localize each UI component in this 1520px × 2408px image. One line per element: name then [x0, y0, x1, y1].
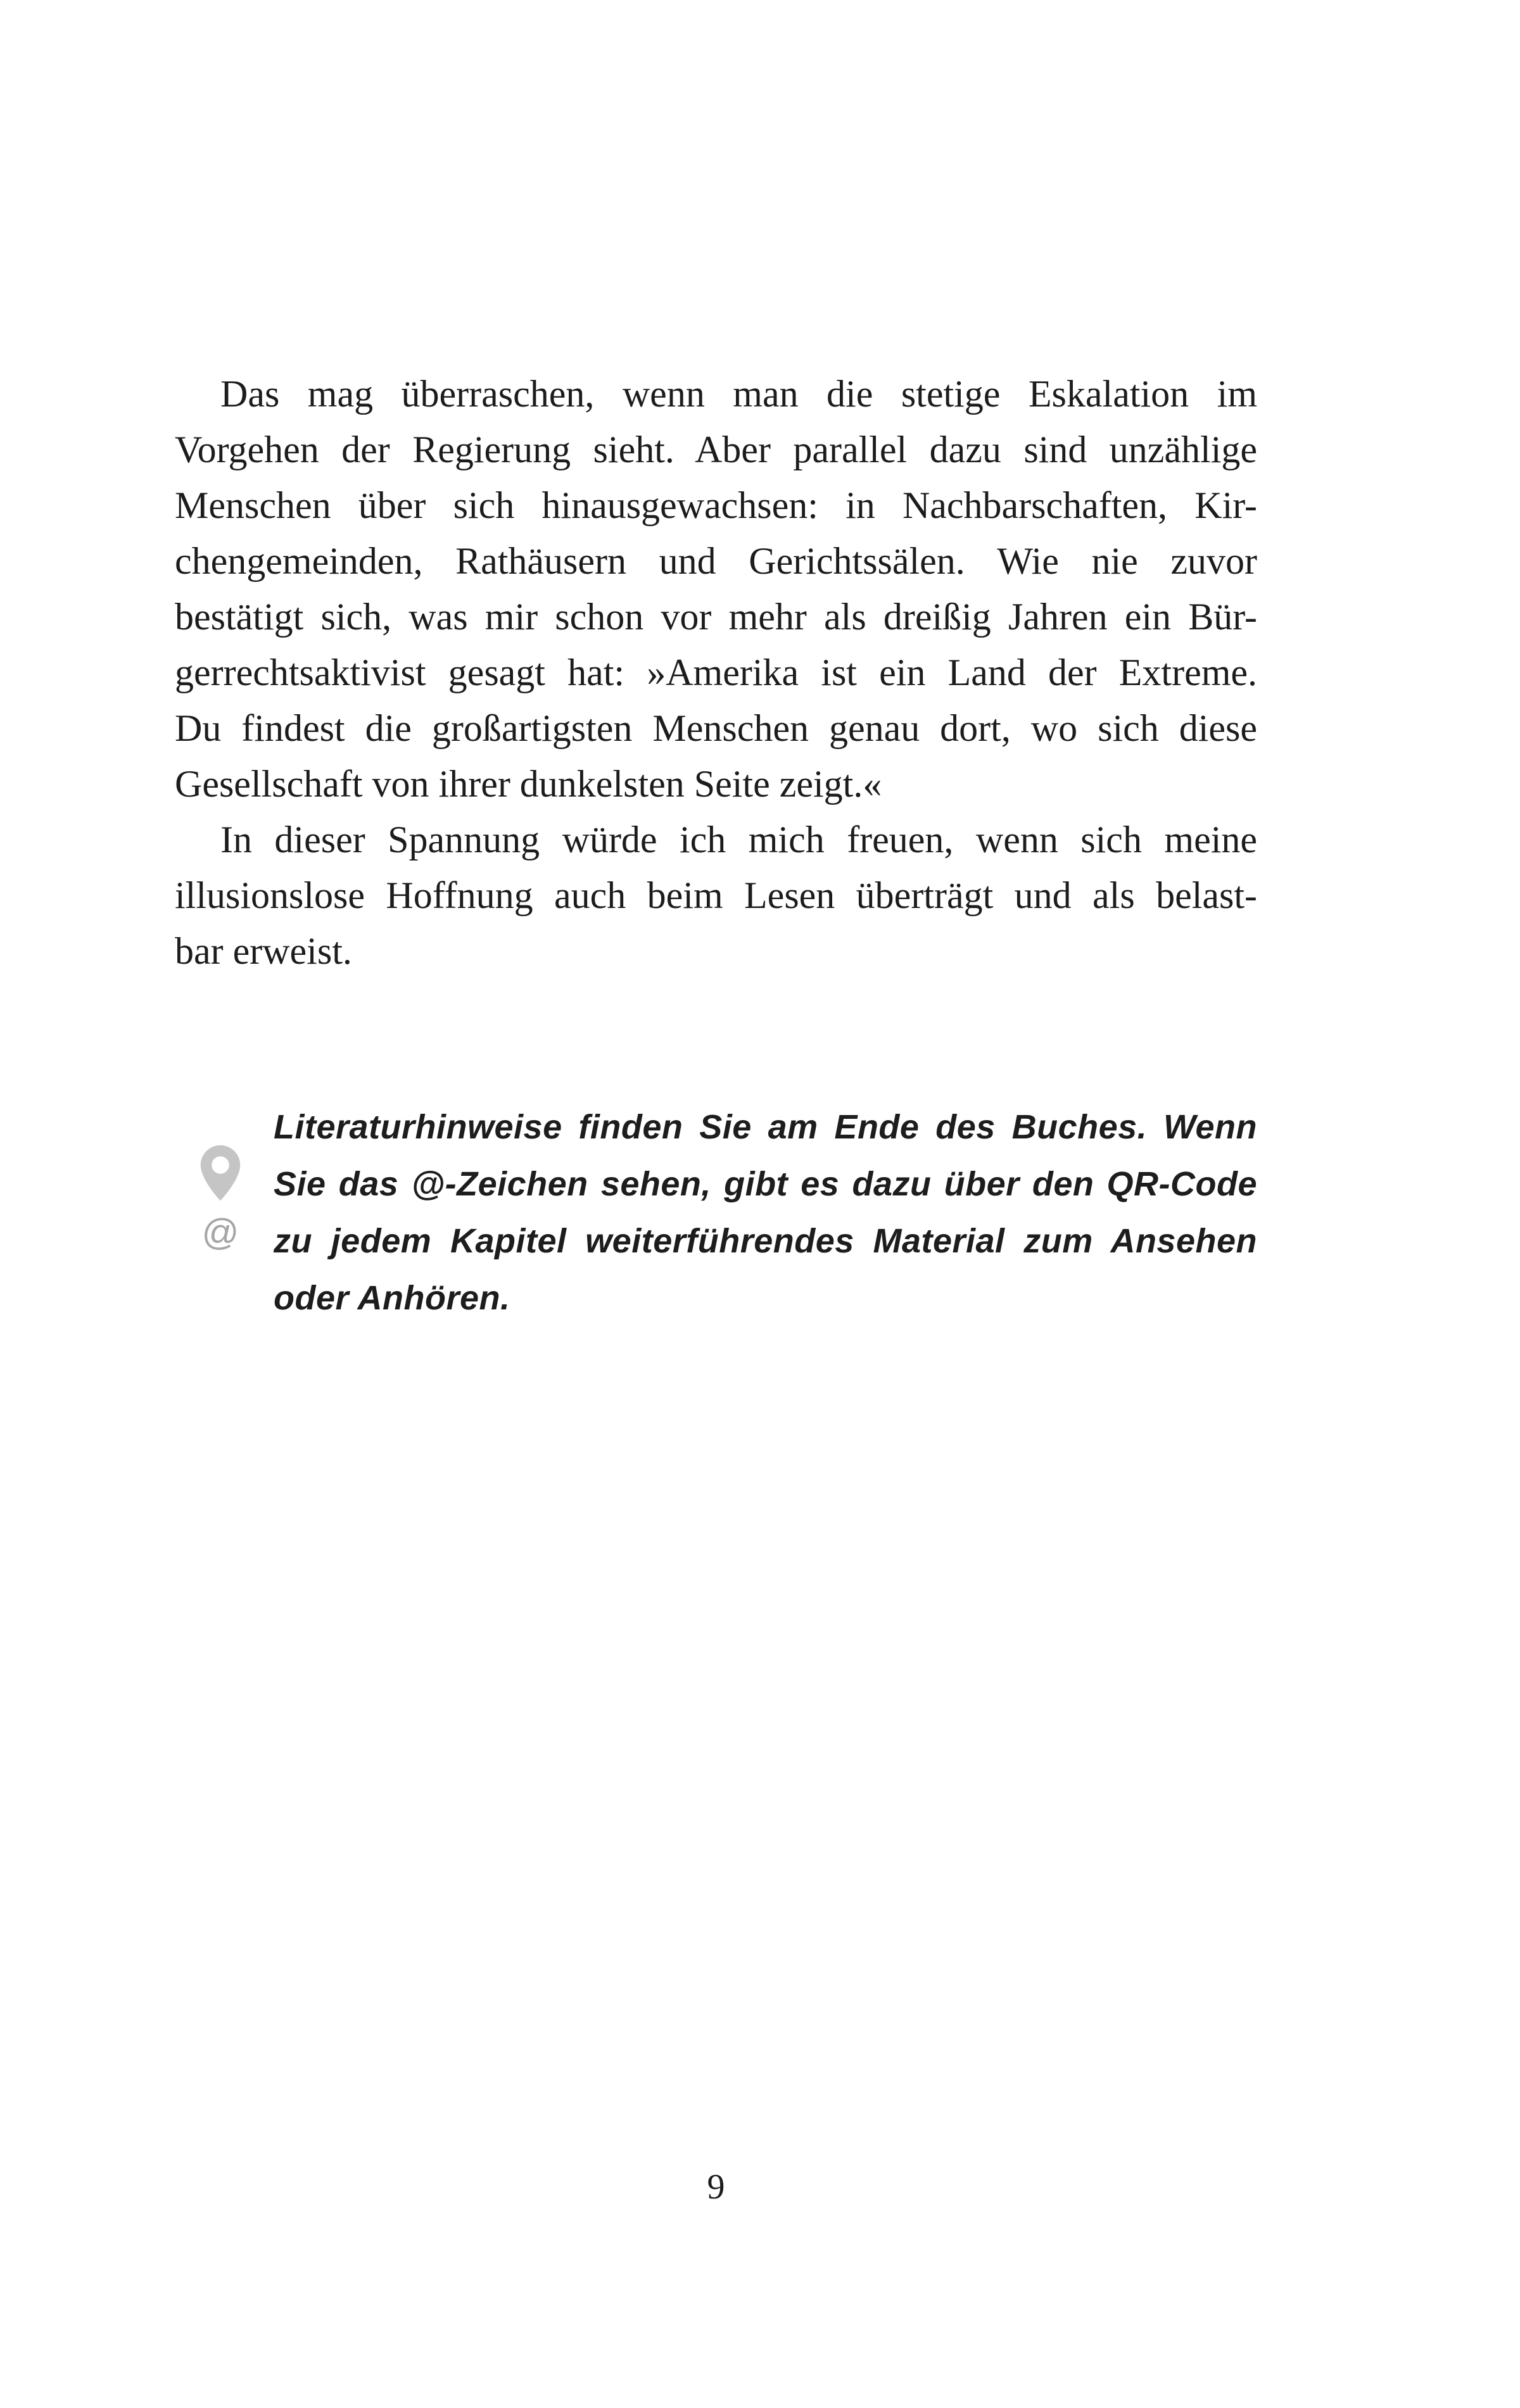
text-line: In dieser Spannung würde ich mich freuen, wenn sich meine: [220, 819, 1257, 860]
note-line: Sie das @-Zeichen sehen, gibt es dazu über den QR-Code: [274, 1165, 1257, 1203]
text-line: illusionslose Hoffnung auch beim Lesen überträgt und als belast-: [175, 874, 1257, 916]
note-line: zu jedem Kapitel weiterführendes Material zum Ansehen: [274, 1222, 1257, 1260]
text-line: Das mag überraschen, wenn man die stetige Eskalation im: [220, 373, 1257, 415]
text-line: Menschen über sich hinausgewachsen: in Nachbarschaften, Kir-: [175, 484, 1257, 526]
text-line: bestätigt sich, was mir schon vor mehr als dreißig Jahren ein Bür-: [175, 596, 1257, 638]
note-line: oder Anhören.: [274, 1279, 510, 1317]
text-line: Du findest die großartigsten Menschen genau dort, wo sich diese: [175, 707, 1257, 749]
location-pin-icon: [187, 1133, 253, 1213]
note-line: Literaturhinweise finden Sie am Ende des Buches. Wenn: [274, 1108, 1257, 1146]
text-line: gerrechtsaktivist gesagt hat: »Amerika ist ein Land der Extreme.: [175, 652, 1257, 693]
text-line: bar erweist.: [175, 930, 352, 972]
text-line: chengemeinden, Rathäusern und Gerichtssälen. Wie nie zuvor: [175, 540, 1257, 582]
text-line: Vorgehen der Regierung sieht. Aber parallel dazu sind unzählige: [175, 429, 1257, 470]
paragraph: [175, 812, 1257, 979]
page-number: 9: [707, 2167, 725, 2207]
paragraph: [175, 366, 1257, 812]
text-line: Gesellschaft von ihrer dunkelsten Seite zeigt.«: [175, 763, 882, 805]
body-text: [175, 366, 1257, 979]
at-symbol: @: [201, 1212, 239, 1253]
note-block: [274, 1099, 1257, 1327]
note-icon-group: [187, 1133, 253, 1252]
